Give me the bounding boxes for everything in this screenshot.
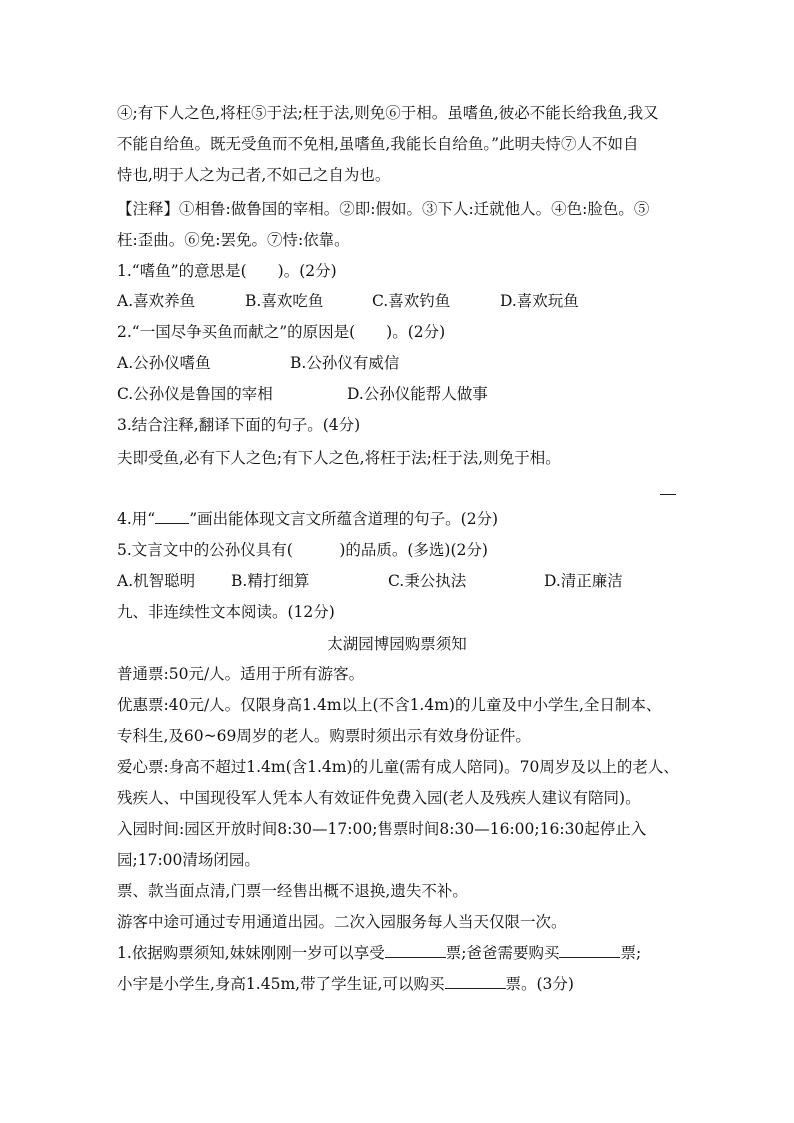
passage-line-1: ④;有下人之色,将枉⑤于法;枉于法,则免⑥于相。虽嗜鱼,彼必不能长给我鱼,我又 <box>117 104 659 122</box>
option-c: C.喜欢钓鱼 <box>372 292 451 310</box>
option-c: C.秉公执法 <box>388 572 467 590</box>
section-9-question-1-line-2: 小宇是小学生,身高1.45m,带了学生证,可以购买 票。(3分) <box>117 975 574 993</box>
notice-discount-ticket-2: 专科生,及60~69周岁的老人。购票时须出示有效身份证件。 <box>117 727 531 745</box>
option-d: D.清正廉洁 <box>544 572 623 590</box>
option-a: A.喜欢养鱼 <box>117 292 196 310</box>
question-1: 1.“嗜鱼”的意思是( )。(2分) <box>117 262 337 280</box>
underline-blank <box>155 509 189 524</box>
question-3: 3.结合注释,翻译下面的句子。(4分) <box>117 416 361 434</box>
notes-line-2: 枉:歪曲。⑥免:罢免。⑦恃:依靠。 <box>117 231 350 249</box>
option-b: B.公孙仪有威信 <box>290 354 400 372</box>
option-a: A.机智聪明 <box>117 572 196 590</box>
answer-line-mark <box>660 494 676 495</box>
notice-love-ticket-2: 残疾人、中国现役军人凭本人有效证件免费入园(老人及残疾人建议有陪同)。 <box>117 789 641 807</box>
option-d: D.喜欢玩鱼 <box>500 292 579 310</box>
answer-blank-3[interactable] <box>445 974 506 989</box>
option-d: D.公孙仪能帮人做事 <box>347 385 488 403</box>
notice-discount-ticket-1: 优惠票:40元/人。仅限身高1.4m以上(不含1.4m)的儿童及中小学生,全日制本、 <box>117 696 662 714</box>
notice-regular-ticket: 普通票:50元/人。适用于所有游客。 <box>117 665 365 683</box>
notes-line-1: 【注释】①相鲁:做鲁国的宰相。②即:假如。③下人:迁就他人。④色:脸色。⑤ <box>117 200 650 218</box>
question-3-sentence: 夫即受鱼,必有下人之色;有下人之色,将枉于法;枉于法,则免于相。 <box>117 449 561 467</box>
section-9-question-1-line-1: 1.依据购票须知,妹妹刚刚一岁可以享受 票;爸爸需要购买 票; <box>117 944 642 962</box>
notice-reentry: 游客中途可通过专用通道出园。二次入园服务每人当天仅限一次。 <box>117 913 567 931</box>
option-b: B.精打细算 <box>231 572 310 590</box>
notice-title: 太湖园博园购票须知 <box>327 635 467 653</box>
notice-entry-time-2: 园;17:00清场闭园。 <box>117 851 260 869</box>
option-c: C.公孙仪是鲁国的宰相 <box>117 385 273 403</box>
question-5: 5.文言文中的公孙仪具有( )的品质。(多选)(2分) <box>117 541 488 559</box>
question-4: 4.用“ ”画出能体现文言文所蕴含道理的句子。(2分) <box>117 510 499 528</box>
answer-blank-1[interactable] <box>385 943 446 958</box>
passage-line-2: 不能自给鱼。既无受鱼而不免相,虽嗜鱼,我能长自给鱼。”此明夫恃⑦人不如自 <box>117 135 639 153</box>
question-2: 2.“一国尽争买鱼而献之”的原因是( )。(2分) <box>117 323 446 341</box>
notice-love-ticket-1: 爱心票:身高不超过1.4m(含1.4m)的儿童(需有成人陪同)。70周岁及以上的老人、 <box>117 758 679 776</box>
notice-refund: 票、款当面点清,门票一经售出概不退换,遗失不补。 <box>117 882 468 900</box>
option-b: B.喜欢吃鱼 <box>245 292 324 310</box>
option-a: A.公孙仪嗜鱼 <box>117 354 211 372</box>
answer-blank-2[interactable] <box>559 943 620 958</box>
passage-line-3: 恃也,明于人之为己者,不如己之自为也。 <box>117 166 391 184</box>
notice-entry-time-1: 入园时间:园区开放时间8:30—17:00;售票时间8:30—16:00;16:30起停止入 <box>117 820 647 838</box>
section-9-heading: 九、非连续性文本阅读。(12分) <box>117 603 335 621</box>
